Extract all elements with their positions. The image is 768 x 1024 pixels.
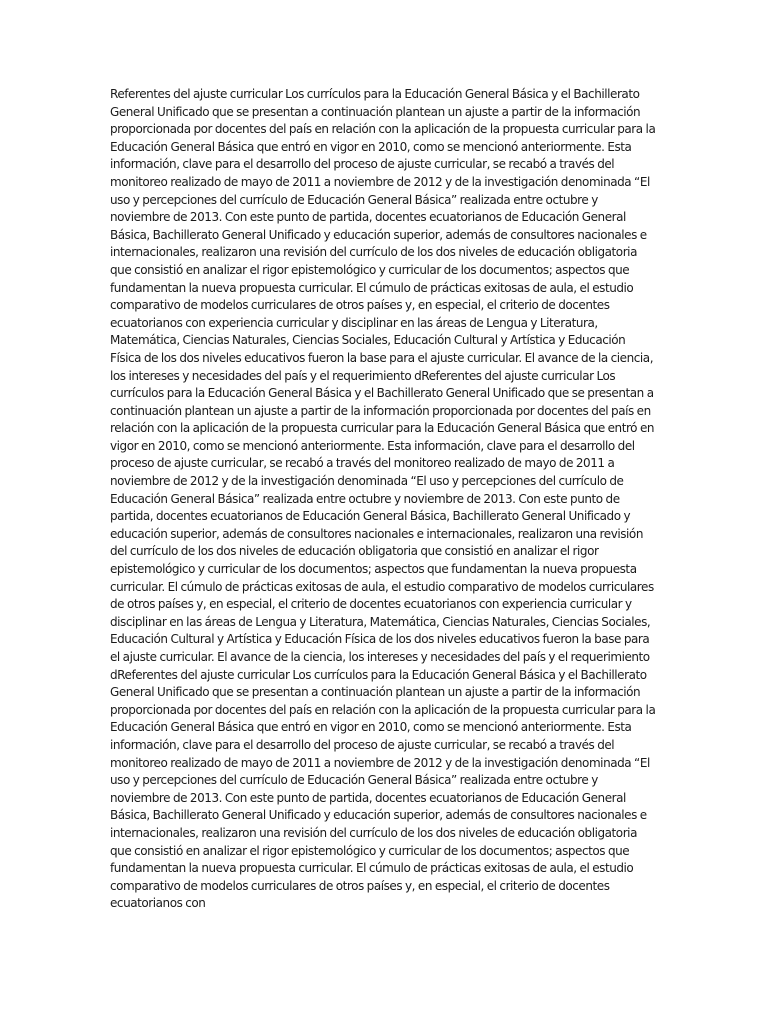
document-body [110, 86, 658, 934]
body-paragraph: Referentes del ajuste curricular Los currículos para la Educación General Básica y el Bachillerato General Unificado que se presentan a continuación plantean un ajuste a partir de la información proporcionada por docentes del país en relación con la aplicación de la propuesta curricular para la Educación General Básica que entró en vigor en 2010, como se mencionó anteriormente. Esta información, clave para el desarrollo del proceso de ajuste curricular, se recabó a través del monitoreo realizado de mayo de 2011 a noviembre de 2012 y de la investigación denominada “El uso y percepciones del currículo de Educación General Básica” realizada entre octubre y noviembre de 2013. Con este punto de partida, docentes ecuatorianos de Educación General Básica, Bachillerato General Unificado y educación superior, además de consultores nacionales e internacionales, realizaron una revisión del currículo de los dos niveles de educación obligatoria que consistió en analizar el rigor epistemológico y curricular de los documentos; aspectos que fundamentan la nueva propuesta curricular. El cúmulo de prácticas exitosas de aula, el estudio comparativo de modelos curriculares de otros países y, en especial, el criterio de docentes ecuatorianos con experiencia curricular y disciplinar en las áreas de Lengua y Literatura, Matemática, Ciencias Naturales, Ciencias Sociales, Educación Cultural y Artística y Educación Física de los dos niveles educativos fueron la base para el ajuste curricular. El avance de la ciencia, los intereses y necesidades del país y el requerimiento dReferentes del ajuste curricular Los currículos para la Educación General Básica y el Bachillerato General Unificado que se presentan a continuación plantean un ajuste a partir de la información proporcionada por docentes del país en relación con la aplicación de la propuesta curricular para la Educación General Básica que entró en vigor en 2010, como se mencionó anteriormente. Esta información, clave para el desarrollo del proceso de ajuste curricular, se recabó a través del monitoreo realizado de mayo de 2011 a noviembre de 2012 y de la investigación denominada “El uso y percepciones del currículo de Educación General Básica” realizada entre octubre y noviembre de 2013. Con este punto de partida, docentes ecuatorianos de Educación General Básica, Bachillerato General Unificado y educación superior, además de consultores nacionales e internacionales, realizaron una revisión del currículo de los dos niveles de educación obligatoria que consistió en analizar el rigor epistemológico y curricular de los documentos; aspectos que fundamentan la nueva propuesta curricular. El cúmulo de prácticas exitosas de aula, el estudio comparativo de modelos curriculares de otros países y, en especial, el criterio de docentes ecuatorianos con experiencia curricular y disciplinar en las áreas de Lengua y Literatura, Matemática, Ciencias Naturales, Ciencias Sociales, Educación Cultural y Artística y Educación Física de los dos niveles educativos fueron la base para el ajuste curricular. El avance de la ciencia, los intereses y necesidades del país y el requerimiento dReferentes del ajuste curricular Los currículos para la Educación General Básica y el Bachillerato General Unificado que se presentan a continuación plantean un ajuste a partir de la información proporcionada por docentes del país en relación con la aplicación de la propuesta curricular para la Educación General Básica que entró en vigor en 2010, como se mencionó anteriormente. Esta información, clave para el desarrollo del proceso de ajuste curricular, se recabó a través del monitoreo realizado de mayo de 2011 a noviembre de 2012 y de la investigación denominada “El uso y percepciones del currículo de Educación General Básica” realizada entre octubre y noviembre de 2013. Con este punto de partida, docentes ecuatorianos de Educación General Básica, Bachillerato General Unificado y educación superior, además de consultores nacionales e internacionales, realizaron una revisión del currículo de los dos niveles de educación obligatoria que consistió en analizar el rigor epistemológico y curricular de los documentos; aspectos que fundamentan la nueva propuesta curricular. El cúmulo de prácticas exitosas de aula, el estudio comparativo de modelos curriculares de otros países y, en especial, el criterio de docentes ecuatorianos con [110, 87, 656, 911]
